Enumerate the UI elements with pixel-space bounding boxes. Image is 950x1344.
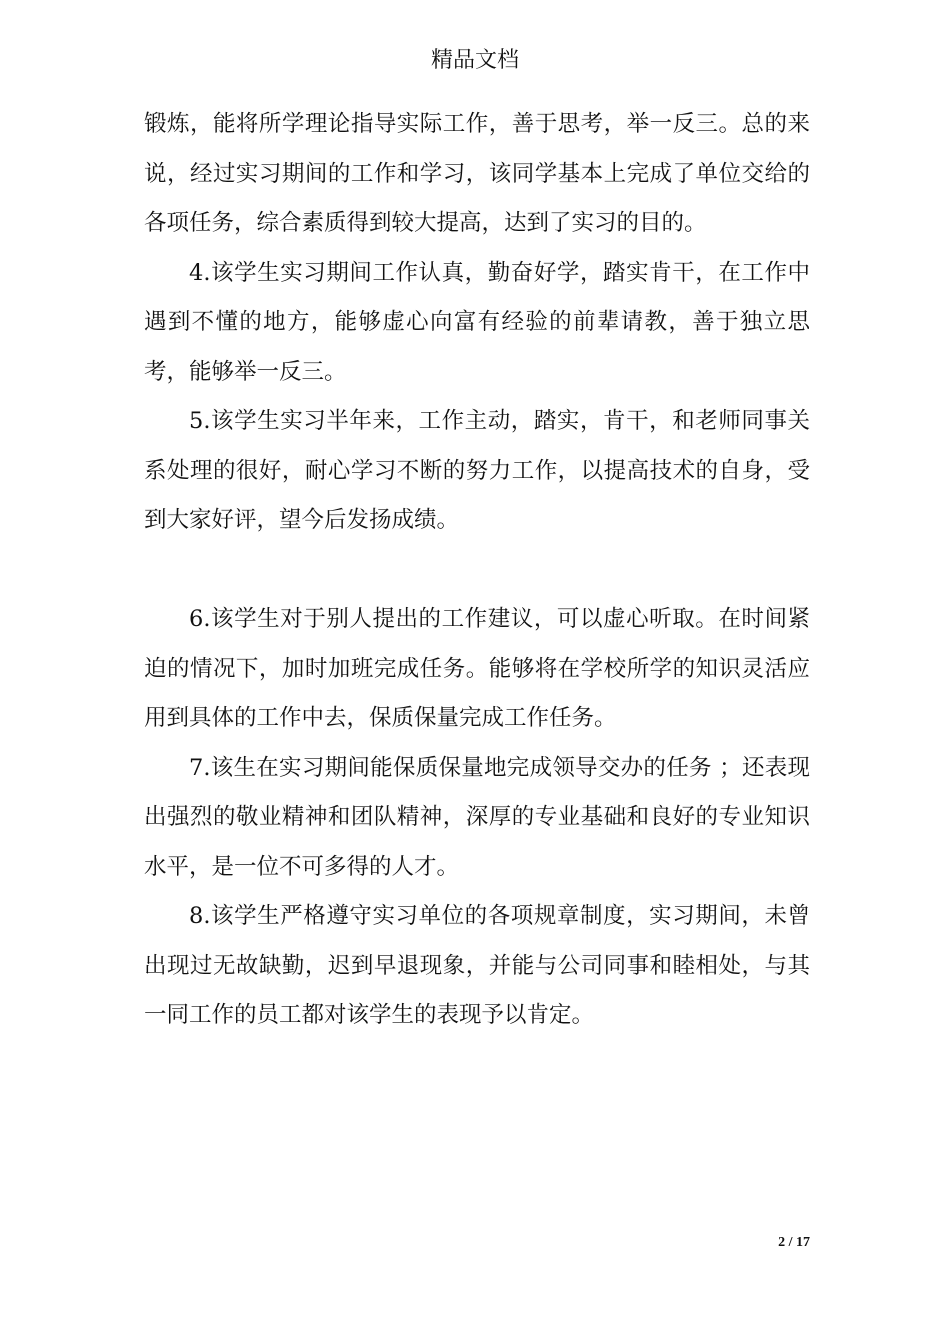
paragraph-continuation: 锻炼，能将所学理论指导实际工作，善于思考，举一反三。总的来说，经过实习期间的工作和学习，该同学基本上完成了单位交给的各项任务，综合素质得到较大提高，达到了实习的目的。 bbox=[144, 111, 810, 236]
paragraph-item-6: 6.该学生对于别人提出的工作建议，可以虚心听取。在时间紧迫的情况下，加时加班完成任务。能够将在学校所学的知识灵活应用到具体的工作中去，保质保量完成工作任务。 bbox=[144, 606, 810, 731]
paragraph-item-8: 8.该学生严格遵守实习单位的各项规章制度，实习期间，未曾出现过无故缺勤，迟到早退现象，并能与公司同事和睦相处，与其一同工作的员工都对该学生的表现予以肯定。 bbox=[144, 903, 810, 1028]
page-number: 2 / 17 bbox=[778, 1235, 810, 1250]
paragraph-item-7: 7.该生在实习期间能保质保量地完成领导交办的任务 ；还表现出强烈的敬业精神和团队精神，深厚的专业基础和良好的专业知识水平，是一位不可多得的人才。 bbox=[144, 754, 810, 880]
paragraph-item-5: 5.该学生实习半年来，工作主动，踏实，肯干，和老师同事关系处理的很好，耐心学习不断的努力工作，以提高技术的自身，受到大家好评，望今后发扬成绩。 bbox=[144, 408, 810, 533]
page-header-title: 精品文档 bbox=[430, 48, 519, 73]
paragraph-item-4: 4.该学生实习期间工作认真，勤奋好学，踏实肯干，在工作中遇到不懂的地方，能够虚心向富有经验的前辈请教，善于独立思考，能够举一反三。 bbox=[144, 259, 810, 385]
document-body bbox=[144, 100, 810, 1041]
